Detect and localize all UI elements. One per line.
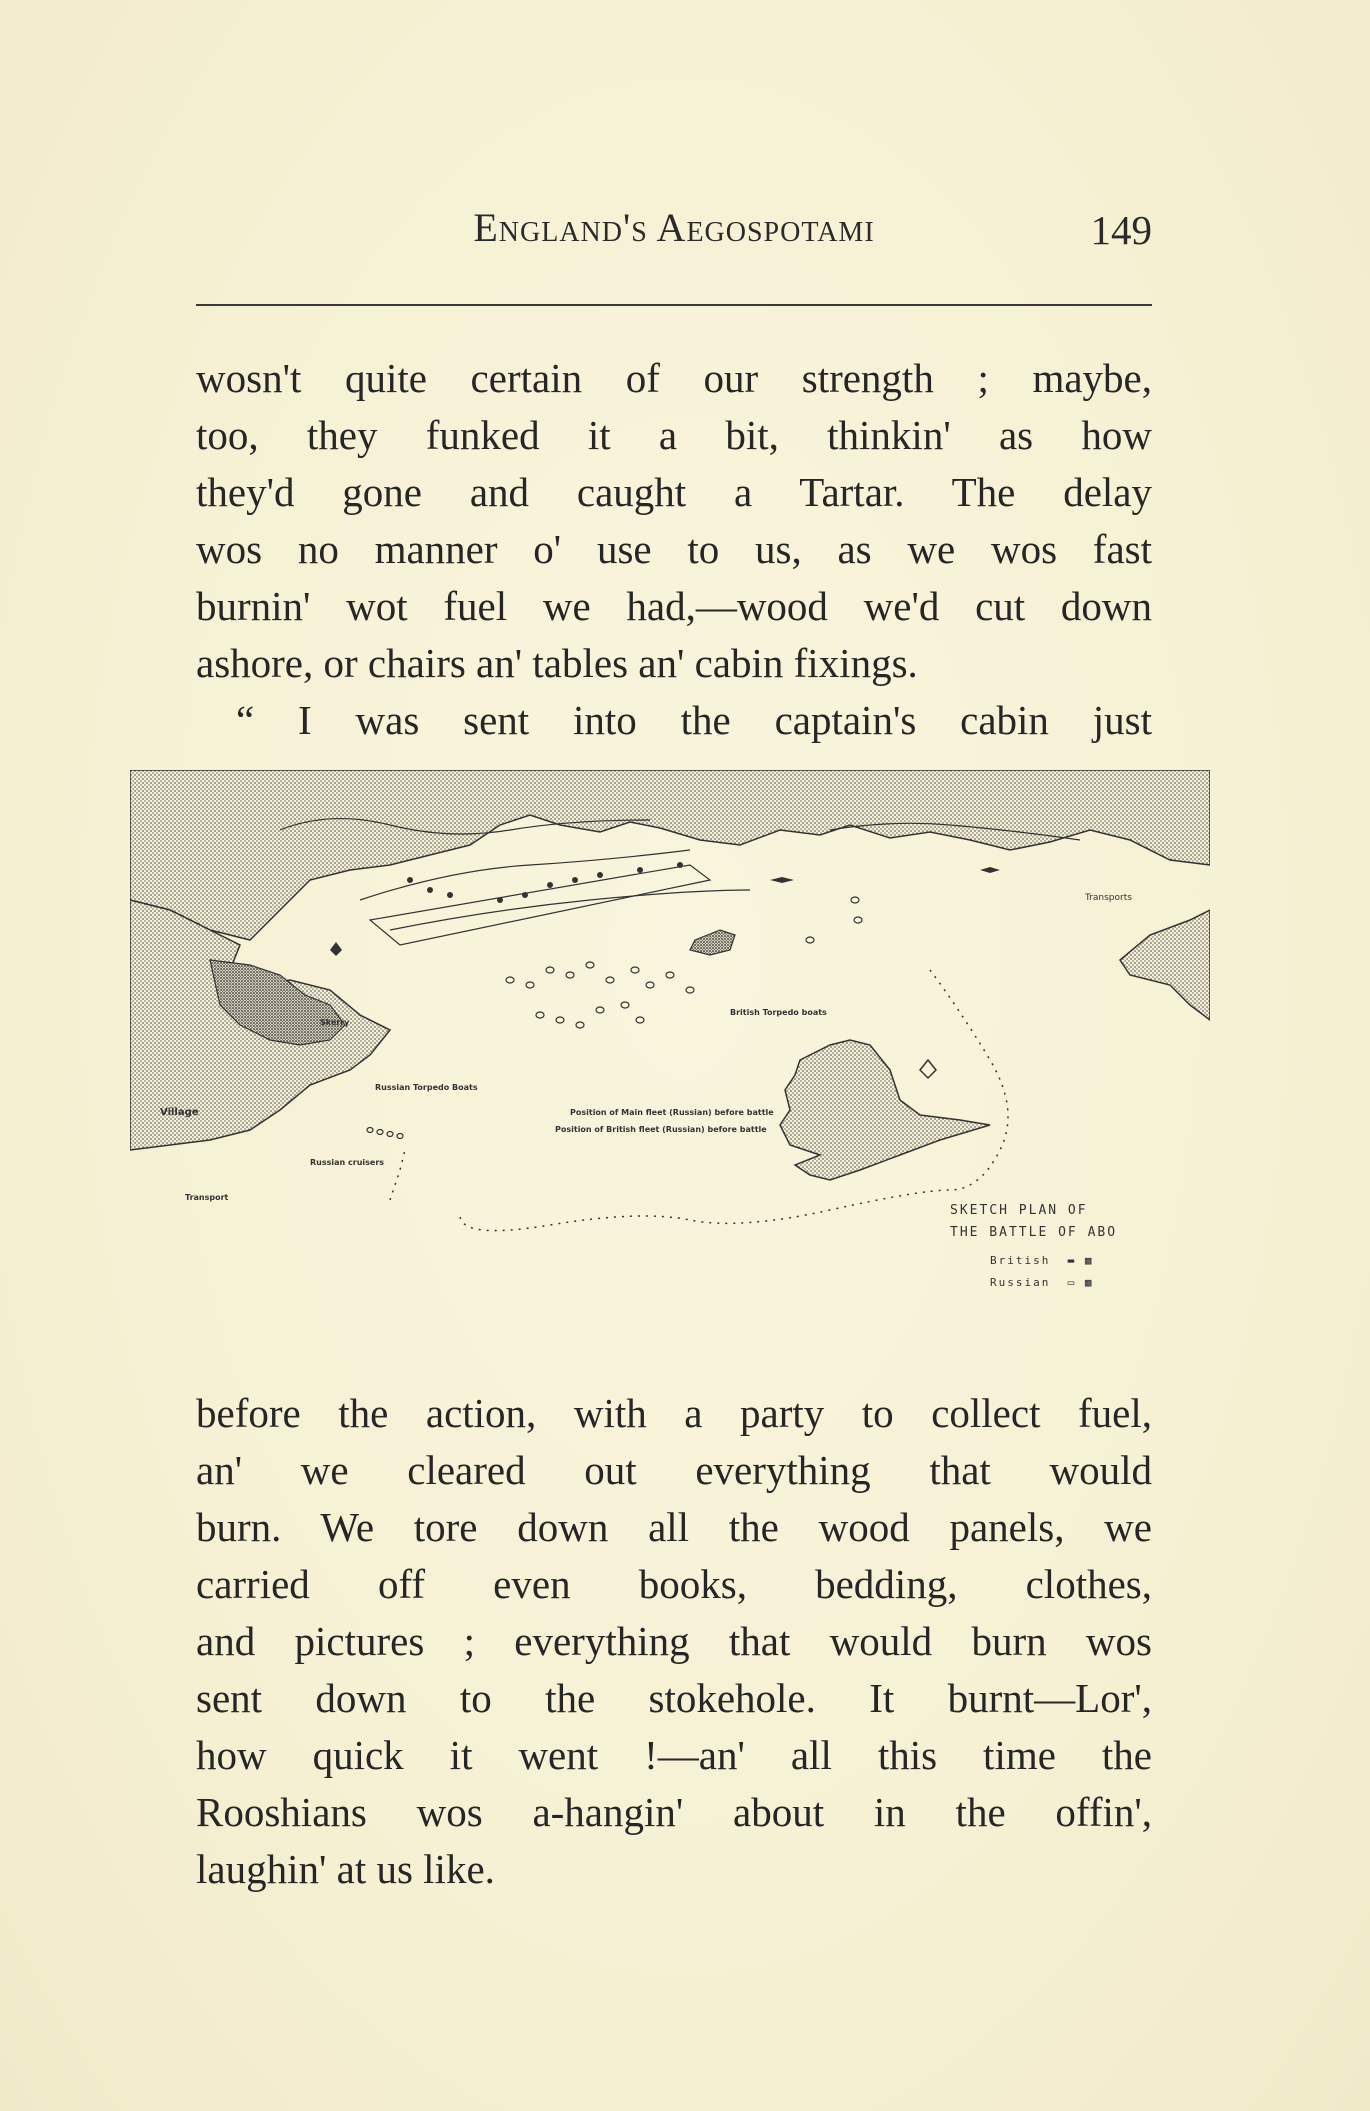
- map-label-transport-left: Transport: [185, 1193, 229, 1202]
- text-line: carried off even books, bedding, clothes,: [196, 1561, 1152, 1607]
- map-label-russian-torpedo-boats: Russian Torpedo Boats: [375, 1083, 478, 1092]
- paragraph-3: [196, 1385, 1152, 1898]
- top-text-block: [196, 350, 1152, 749]
- text-line: they'd gone and caught a Tartar. The delay: [196, 469, 1152, 515]
- map-label-transports: Transports: [1085, 893, 1132, 903]
- text-line: sent down to the stokehole. It burnt—Lor',: [196, 1675, 1152, 1721]
- map-label-position-british-fleet: Position of British fleet (Russian) before battle: [555, 1125, 767, 1134]
- text-line: how quick it went !—an' all this time the: [196, 1732, 1152, 1778]
- running-title: England's Aegospotami: [473, 205, 875, 250]
- text-line: “ I was sent into the captain's cabin just: [236, 697, 1152, 743]
- legend-british-label: British: [990, 1254, 1051, 1267]
- legend-russian-row: [990, 1272, 1210, 1294]
- text-line: wos no manner o' use to us, as we wos fast: [196, 526, 1152, 572]
- russian-marker-icon: ▭ ▩: [1058, 1276, 1094, 1289]
- british-marker-icon: ▬ ▩: [1058, 1254, 1094, 1267]
- northern-coast: [130, 770, 1210, 940]
- text-line: before the action, with a party to collect fuel,: [196, 1390, 1152, 1436]
- central-island: [780, 1040, 990, 1180]
- bottom-text-block: [196, 1385, 1152, 1898]
- text-line: wosn't quite certain of our strength ; maybe,: [196, 355, 1152, 401]
- small-islet: [690, 930, 735, 955]
- text-line: and pictures ; everything that would burn wos: [196, 1618, 1152, 1664]
- map-label-russian-cruisers: Russian cruisers: [310, 1158, 385, 1167]
- text-line: burnin' wot fuel we had,—wood we'd cut down: [196, 583, 1152, 629]
- map-label-british-torpedo-boats: British Torpedo boats: [730, 1008, 827, 1017]
- text-line: laughin' at us like.: [196, 1846, 495, 1892]
- paragraph-2: [196, 692, 1152, 749]
- map-label-position-main-fleet: Position of Main fleet (Russian) before battle: [570, 1108, 774, 1117]
- caption-line-1: SKETCH PLAN OF: [950, 1203, 1088, 1218]
- running-head: [196, 196, 1152, 266]
- text-line: burn. We tore down all the wood panels, we: [196, 1504, 1152, 1550]
- east-island: [1120, 910, 1210, 1020]
- text-line: too, they funked it a bit, thinkin' as how: [196, 412, 1152, 458]
- legend-russian-label: Russian: [990, 1276, 1051, 1289]
- map-label-skerry: Skerry: [320, 1018, 350, 1027]
- header-rule: [196, 304, 1152, 306]
- text-line: ashore, or chairs an' tables an' cabin fixings.: [196, 640, 918, 686]
- paragraph-1: [196, 350, 1152, 692]
- page-number: 149: [1090, 207, 1152, 253]
- legend-british-row: [990, 1250, 1210, 1272]
- map-caption: [950, 1200, 1210, 1294]
- caption-line-2: THE BATTLE OF ABO: [950, 1225, 1118, 1240]
- text-line: Rooshians wos a-hangin' about in the offin',: [196, 1789, 1152, 1835]
- text-line: an' we cleared out everything that would: [196, 1447, 1152, 1493]
- map-label-village: Village: [160, 1107, 199, 1118]
